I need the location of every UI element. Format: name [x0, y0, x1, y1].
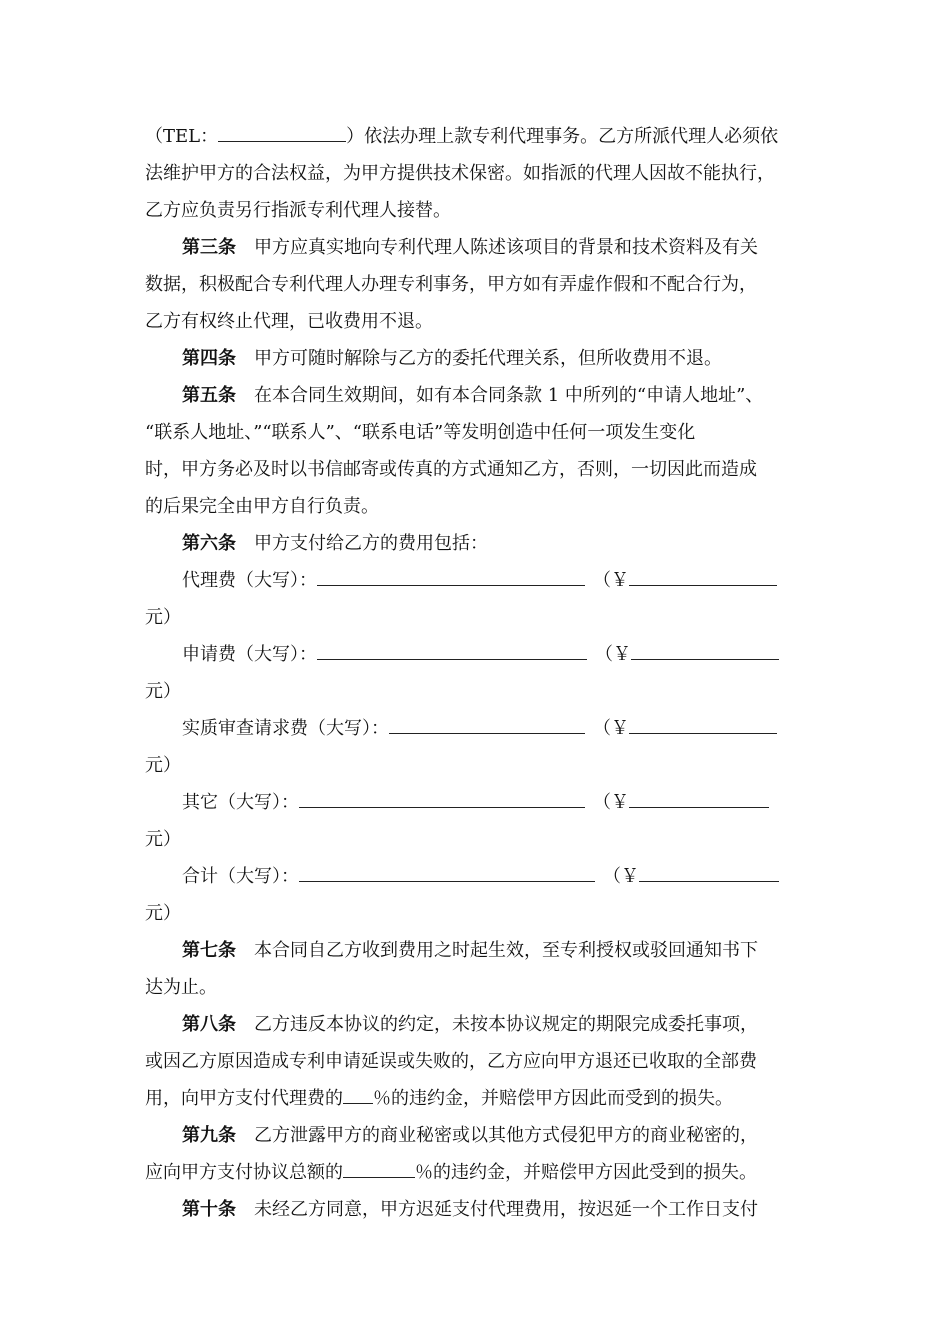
fee-label: 其它（大写）： [182, 792, 299, 813]
fee-row-examination [182, 716, 777, 742]
text-line: 时，甲方务必及时以书信邮寄或传真的方式通知乙方，否则，一切因此而造成 [145, 459, 757, 480]
yen-blank [629, 790, 769, 808]
text-segment: 用，向甲方支付代理费的 [145, 1088, 343, 1109]
article-9 [182, 1123, 758, 1149]
article-heading: 第六条 [182, 533, 236, 554]
article-heading: 第四条 [182, 348, 236, 369]
yuan-close: 元） [145, 681, 181, 702]
fee-label: 实质审查请求费（大写）： [182, 718, 389, 739]
yen-blank [631, 642, 779, 660]
fee-label: 合计（大写）： [182, 866, 299, 887]
text-segment: 甲方支付给乙方的费用包括： [254, 533, 488, 554]
article-heading: 第八条 [182, 1014, 236, 1035]
text-line: 乙方应负责另行指派专利代理人接替。 [145, 200, 451, 221]
article-10 [182, 1197, 758, 1223]
text-segment: 应向甲方支付协议总额的 [145, 1162, 343, 1183]
percent-blank [343, 1086, 373, 1104]
text-segment: 乙方泄露甲方的商业秘密或以其他方式侵犯甲方的商业秘密的， [254, 1125, 758, 1146]
article-6 [182, 531, 488, 557]
text-segment: ％的违约金，并赔偿甲方因此而受到的损失。 [373, 1088, 733, 1109]
tel-label: （TEL： [145, 126, 219, 147]
text-segment: 甲方可随时解除与乙方的委托代理关系，但所收费用不退。 [254, 348, 722, 369]
text-line: 乙方有权终止代理，已收费用不退。 [145, 311, 433, 332]
amount-blank [299, 864, 595, 882]
text-line: 的后果完全由甲方自行负责。 [145, 496, 379, 517]
text-line: 或因乙方原因造成专利申请延误或失败的，乙方应向甲方退还已收取的全部费 [145, 1051, 757, 1072]
article-heading: 第九条 [182, 1125, 236, 1146]
yuan-close: 元） [145, 607, 181, 628]
text-line [145, 1160, 757, 1186]
yen-open: （￥ [593, 718, 629, 739]
fee-label: 申请费（大写）： [182, 644, 317, 665]
text-segment: ％的违约金，并赔偿甲方因此受到的损失。 [415, 1162, 757, 1183]
percent-blank [343, 1160, 415, 1178]
amount-blank [299, 790, 585, 808]
amount-blank [317, 568, 585, 586]
yen-blank [629, 716, 777, 734]
article-8 [182, 1012, 758, 1038]
text-segment: 乙方违反本协议的约定，未按本协议规定的期限完成委托事项， [254, 1014, 758, 1035]
article-4 [182, 346, 722, 372]
text-line: 数据，积极配合专利代理人办理专利事务，甲方如有弄虚作假和不配合行为， [145, 274, 757, 295]
article-heading: 第十条 [182, 1199, 236, 1220]
yen-open: （￥ [603, 866, 639, 887]
article-heading: 第三条 [182, 237, 236, 258]
yuan-close: 元） [145, 755, 181, 776]
yen-blank [629, 568, 777, 586]
text-segment: ）依法办理上款专利代理事务。乙方所派代理人必须依 [346, 126, 779, 147]
yuan-close: 元） [145, 903, 181, 924]
yuan-close: 元） [145, 829, 181, 850]
text-line [145, 1086, 733, 1112]
yen-open: （￥ [595, 644, 631, 665]
text-line [145, 124, 778, 150]
article-5 [182, 383, 763, 409]
fee-label: 代理费（大写）： [182, 570, 317, 591]
yen-open: （￥ [593, 570, 629, 591]
fee-row-agency [182, 568, 777, 594]
text-segment: 未经乙方同意，甲方迟延支付代理费用，按迟延一个工作日支付 [254, 1199, 758, 1220]
article-7 [182, 938, 758, 964]
article-heading: 第五条 [182, 385, 236, 406]
article-3 [182, 235, 758, 261]
yen-open: （￥ [593, 792, 629, 813]
tel-blank [218, 124, 346, 142]
article-heading: 第七条 [182, 940, 236, 961]
fee-row-total [182, 864, 779, 890]
amount-blank [317, 642, 587, 660]
text-segment: 在本合同生效期间，如有本合同条款 1 中所列的“申请人地址”、 [254, 385, 764, 406]
text-line: 达为止。 [145, 977, 217, 998]
text-line: 法维护甲方的合法权益，为甲方提供技术保密。如指派的代理人因故不能执行， [145, 163, 775, 184]
amount-blank [389, 716, 585, 734]
fee-row-application [182, 642, 779, 668]
fee-row-other [182, 790, 769, 816]
text-segment: 本合同自乙方收到费用之时起生效，至专利授权或驳回通知书下 [254, 940, 758, 961]
text-segment: 甲方应真实地向专利代理人陈述该项目的背景和技术资料及有关 [254, 237, 758, 258]
text-line: “联系人地址、”“联系人”、“联系电话”等发明创造中任何一项发生变化 [145, 422, 696, 443]
yen-blank [639, 864, 779, 882]
